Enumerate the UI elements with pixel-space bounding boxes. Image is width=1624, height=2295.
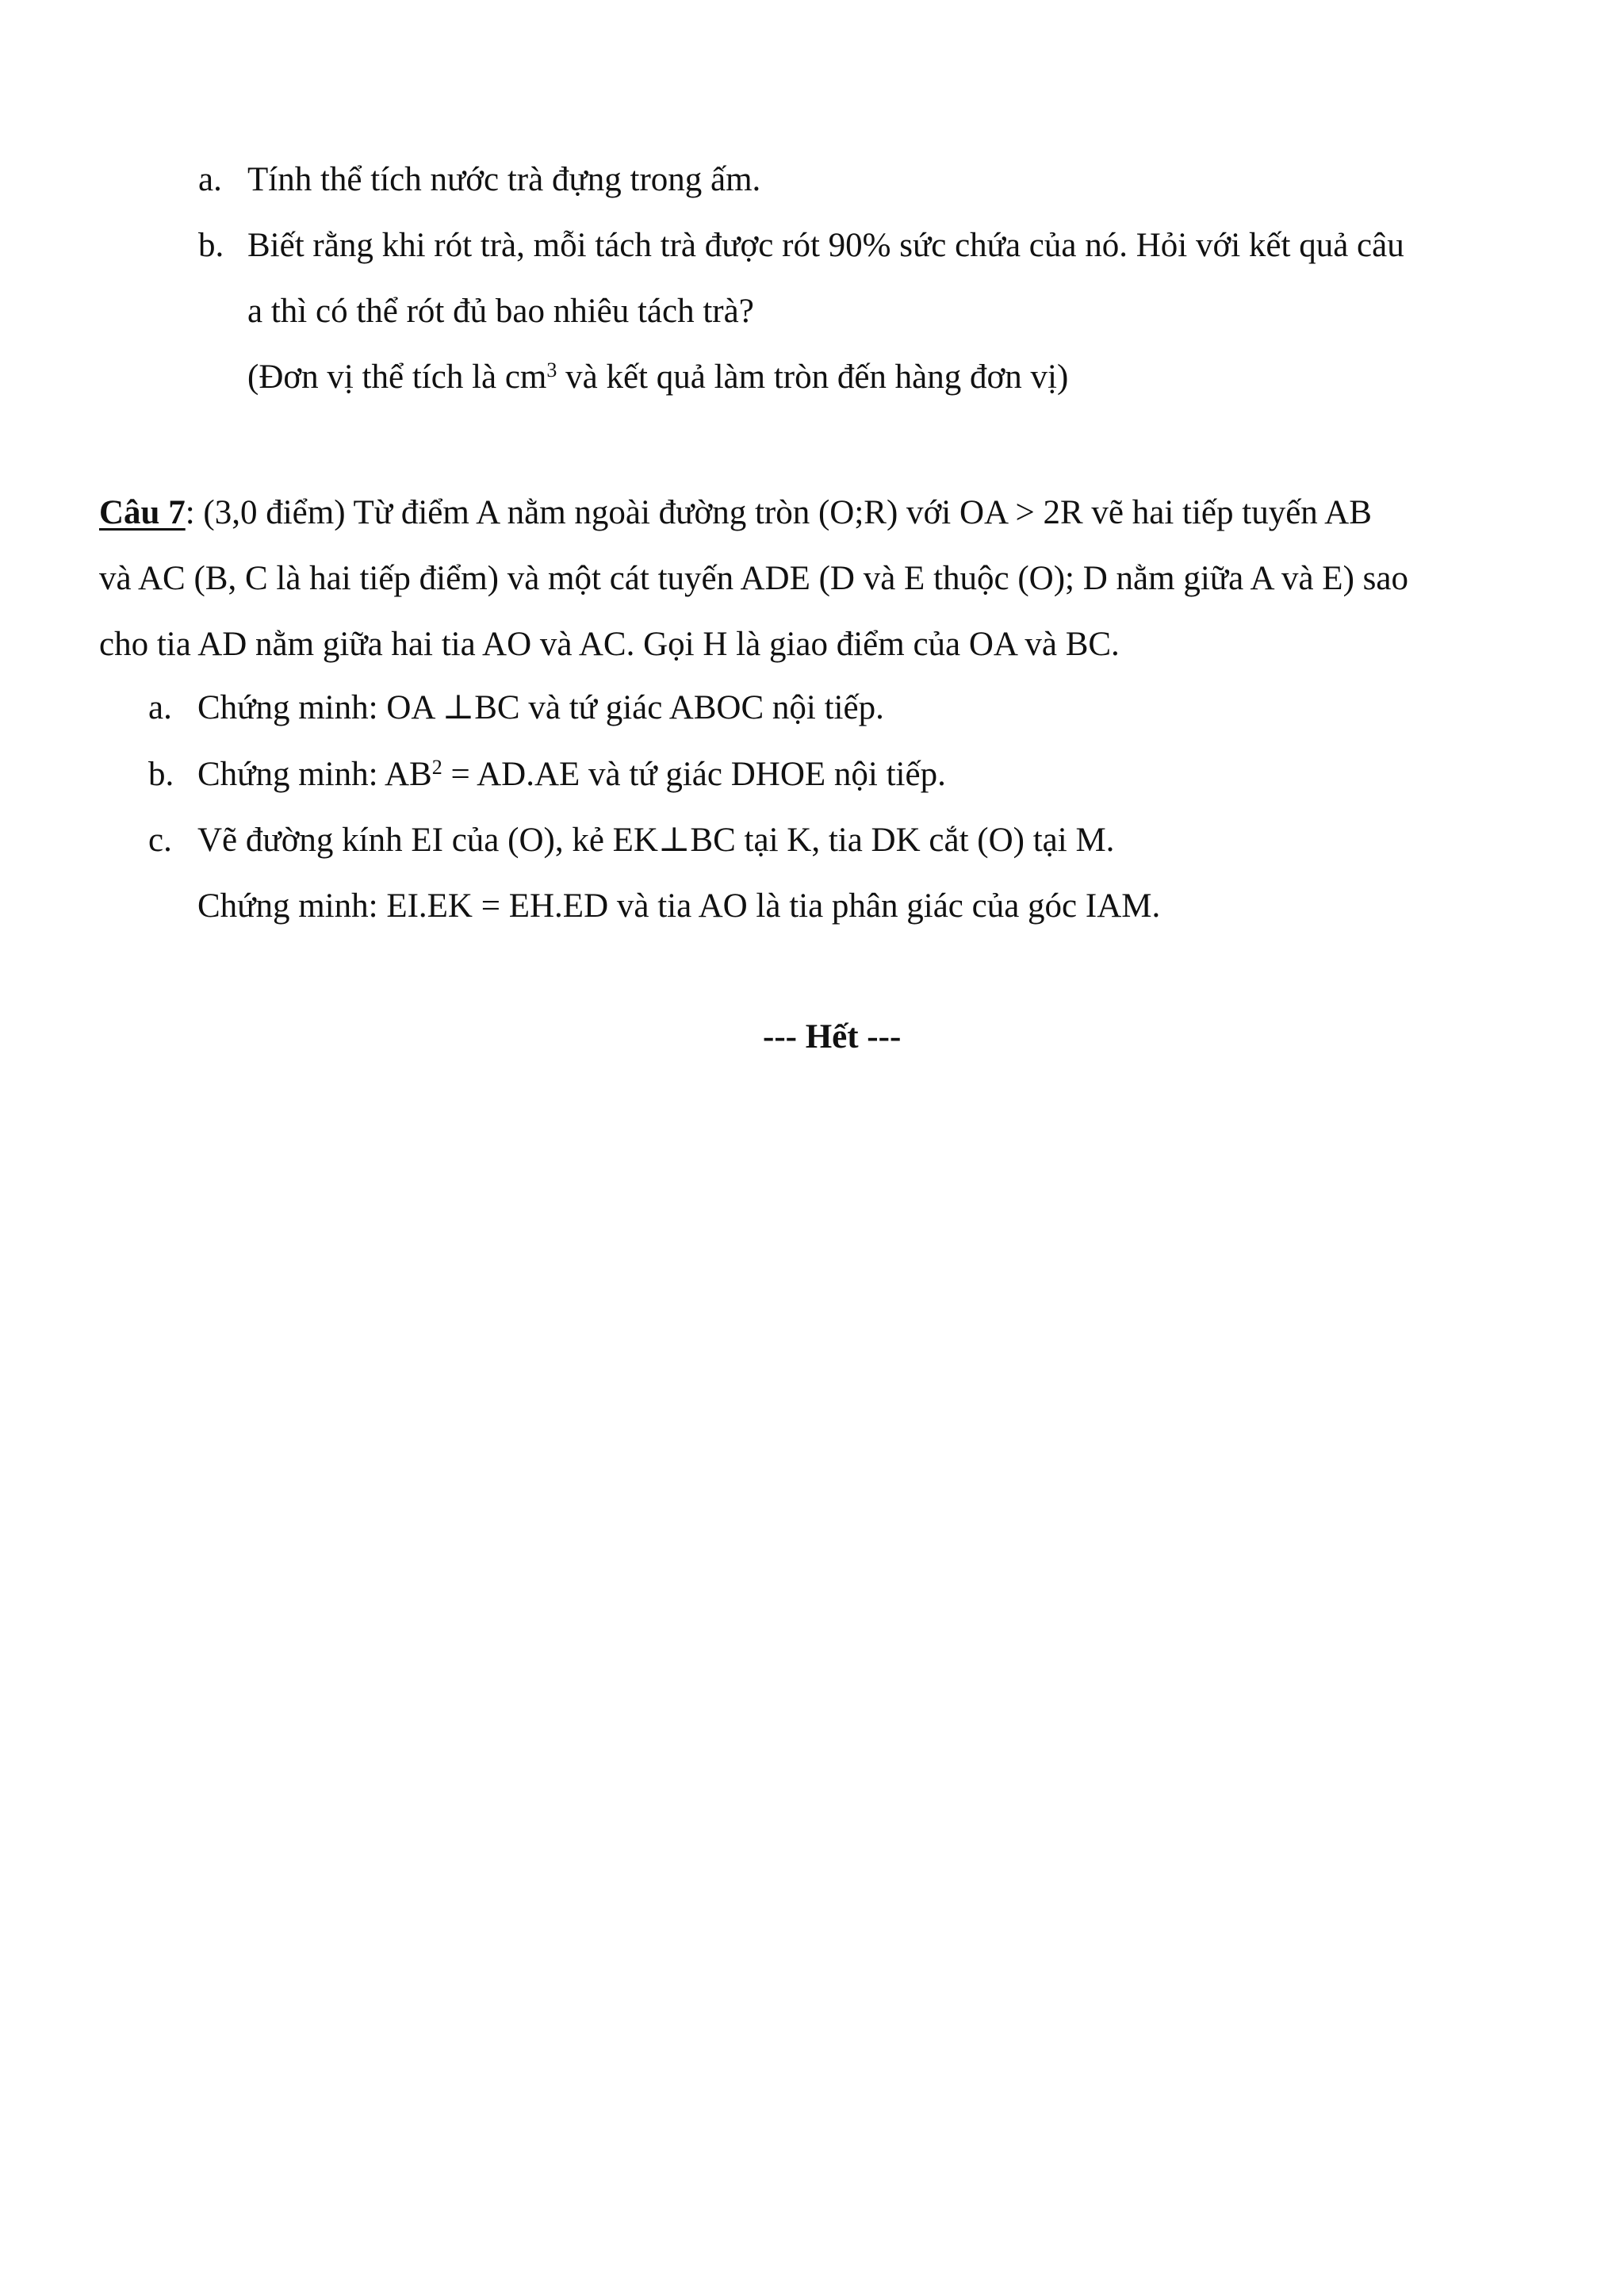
q7-part-c-text: Vẽ đường kính EI của (O), kẻ EK⊥BC tại K, tia DK cắt (O) tại M.	[197, 822, 1115, 859]
q6-part-b-line1	[198, 228, 1404, 262]
q7-part-b-before: Chứng minh: AB	[197, 756, 432, 793]
q7-title: Câu 7	[99, 494, 186, 531]
q6-part-a-text: Tính thể tích nước trà đựng trong ấm.	[247, 161, 761, 198]
q6-unit-note-after: và kết quả làm tròn đến hàng đơn vị)	[557, 358, 1069, 396]
q7-intro-rest: : (3,0 điểm) Từ điểm A nằm ngoài đường tròn (O;R) với OA > 2R vẽ hai tiếp tuyến AB	[185, 494, 1372, 531]
q7-part-a-text: Chứng minh: OA ⊥BC và tứ giác ABOC nội tiếp.	[197, 689, 884, 726]
q7-intro-line3: cho tia AD nằm giữa hai tia AO và AC. Gọi H là giao điểm của OA và BC.	[99, 626, 1120, 663]
q7-intro-line2: và AC (B, C là hai tiếp điểm) và một cát tuyến ADE (D và E thuộc (O); D nằm giữa A và E) sao	[99, 560, 1408, 597]
q6-unit-note-before: (Đơn vị thể tích là cm	[247, 358, 547, 396]
q7-part-b-after: = AD.AE và tứ giác DHOE nội tiếp.	[442, 756, 946, 793]
q6-unit-note-sup: 3	[546, 358, 557, 381]
end-marker: --- Hết ---	[763, 1018, 902, 1056]
q6-part-b-text: Biết rằng khi rót trà, mỗi tách trà được rót 90% sức chứa của nó. Hỏi với kết quả câu	[247, 227, 1404, 264]
q7-part-a-label: a.	[148, 689, 172, 726]
q7-part-b	[148, 757, 946, 791]
q7-part-b-label: b.	[148, 756, 174, 793]
q6-part-a	[198, 163, 760, 197]
q7-part-c-line2: Chứng minh: EI.EK = EH.ED và tia AO là tia phân giác của góc IAM.	[197, 887, 1161, 925]
q7-part-a	[148, 691, 884, 725]
q6-part-b-line2: a thì có thể rót đủ bao nhiêu tách trà?	[247, 293, 754, 330]
q6-unit-note	[247, 360, 1068, 394]
q6-part-a-label: a.	[198, 161, 222, 198]
q7-intro-line1	[99, 496, 1372, 530]
q7-part-b-sup: 2	[431, 756, 442, 779]
q7-part-c-line1	[148, 823, 1114, 857]
q7-part-c-label: c.	[148, 822, 172, 859]
q6-part-b-label: b.	[198, 227, 224, 264]
